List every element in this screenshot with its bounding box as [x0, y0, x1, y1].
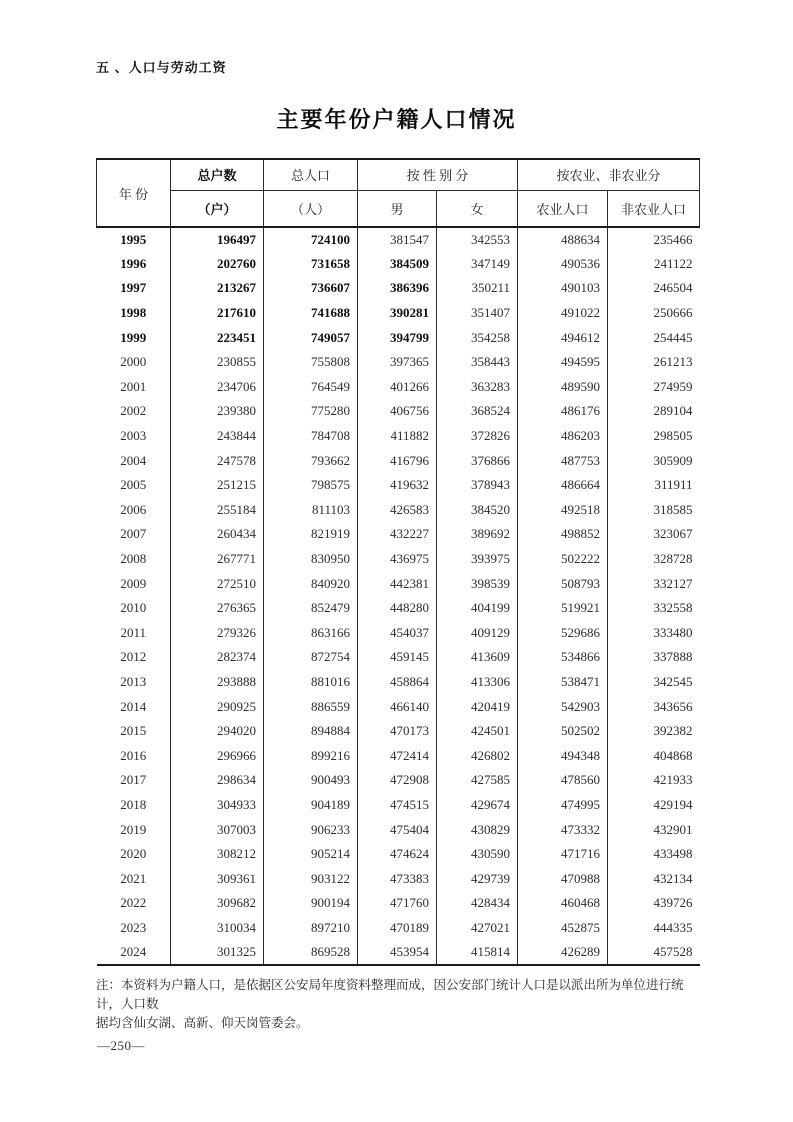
value-cell: 305909 — [608, 448, 700, 473]
value-cell: 474995 — [518, 793, 608, 818]
table-row — [97, 916, 700, 941]
table-row — [97, 498, 700, 523]
table-row — [97, 645, 700, 670]
value-cell: 448280 — [358, 596, 437, 621]
value-cell: 289104 — [608, 399, 700, 424]
value-cell: 470988 — [518, 866, 608, 891]
value-cell: 904189 — [264, 793, 358, 818]
col-female: 女 — [437, 190, 518, 227]
value-cell: 502502 — [518, 719, 608, 744]
year-cell: 2012 — [120, 649, 147, 665]
value-cell: 429194 — [608, 793, 700, 818]
value-cell: 775280 — [264, 399, 358, 424]
footnote — [96, 976, 706, 1033]
value-cell: 296966 — [171, 743, 264, 768]
value-cell: 903122 — [264, 866, 358, 891]
value-cell: 351407 — [437, 301, 518, 326]
value-cell: 251215 — [171, 473, 264, 498]
value-cell: 529686 — [518, 621, 608, 646]
year-cell: 1996 — [120, 255, 147, 271]
value-cell: 386396 — [358, 276, 437, 301]
value-cell: 900493 — [264, 768, 358, 793]
col-group-agri: 按农业、非农业分 — [518, 159, 700, 190]
value-cell: 342553 — [437, 227, 518, 252]
value-cell: 290925 — [171, 694, 264, 719]
value-cell: 906233 — [264, 817, 358, 842]
value-cell: 432227 — [358, 522, 437, 547]
value-cell: 426583 — [358, 498, 437, 523]
value-cell: 454037 — [358, 621, 437, 646]
col-population: 总人口 — [264, 159, 358, 190]
table-row — [97, 866, 700, 891]
col-group-gender: 按 性 别 分 — [358, 159, 518, 190]
value-cell: 247578 — [171, 448, 264, 473]
value-cell: 426289 — [518, 940, 608, 965]
value-cell: 304933 — [171, 793, 264, 818]
value-cell: 852479 — [264, 596, 358, 621]
value-cell: 429674 — [437, 793, 518, 818]
value-cell: 472908 — [358, 768, 437, 793]
value-cell: 243844 — [171, 424, 264, 449]
value-cell: 478560 — [518, 768, 608, 793]
value-cell: 869528 — [264, 940, 358, 965]
value-cell: 471760 — [358, 891, 437, 916]
col-male: 男 — [358, 190, 437, 227]
value-cell: 246504 — [608, 276, 700, 301]
year-cell: 2008 — [120, 551, 147, 567]
value-cell: 235466 — [608, 227, 700, 252]
value-cell: 398539 — [437, 571, 518, 596]
value-cell: 308212 — [171, 842, 264, 867]
table-row — [97, 596, 700, 621]
value-cell: 309361 — [171, 866, 264, 891]
value-cell: 538471 — [518, 670, 608, 695]
year-cell: 2002 — [120, 403, 147, 419]
year-cell: 2001 — [120, 378, 147, 394]
table-row — [97, 743, 700, 768]
value-cell: 342545 — [608, 670, 700, 695]
col-year: 年 份 — [97, 159, 171, 227]
value-cell: 433498 — [608, 842, 700, 867]
year-cell: 2020 — [120, 846, 147, 862]
value-cell: 459145 — [358, 645, 437, 670]
value-cell: 310034 — [171, 916, 264, 941]
value-cell: 460468 — [518, 891, 608, 916]
table-row — [97, 473, 700, 498]
year-cell: 2013 — [120, 673, 147, 689]
year-cell: 1999 — [120, 329, 147, 345]
value-cell: 430590 — [437, 842, 518, 867]
table-row — [97, 891, 700, 916]
col-households-unit: （户） — [171, 190, 264, 227]
value-cell: 466140 — [358, 694, 437, 719]
value-cell: 442381 — [358, 571, 437, 596]
value-cell: 494612 — [518, 325, 608, 350]
col-non-agri-pop: 非农业人口 — [608, 190, 700, 227]
value-cell: 470189 — [358, 916, 437, 941]
col-population-unit: （人） — [264, 190, 358, 227]
value-cell: 223451 — [171, 325, 264, 350]
value-cell: 430829 — [437, 817, 518, 842]
table-row — [97, 571, 700, 596]
year-cell: 2017 — [120, 772, 147, 788]
year-cell: 2010 — [120, 600, 147, 616]
value-cell: 358443 — [437, 350, 518, 375]
value-cell: 426802 — [437, 743, 518, 768]
value-cell: 293888 — [171, 670, 264, 695]
value-cell: 899216 — [264, 743, 358, 768]
value-cell: 472414 — [358, 743, 437, 768]
value-cell: 427585 — [437, 768, 518, 793]
value-cell: 488634 — [518, 227, 608, 252]
value-cell: 894884 — [264, 719, 358, 744]
table-row — [97, 375, 700, 400]
value-cell: 741688 — [264, 301, 358, 326]
value-cell: 900194 — [264, 891, 358, 916]
value-cell: 409129 — [437, 621, 518, 646]
value-cell: 424501 — [437, 719, 518, 744]
table-row — [97, 424, 700, 449]
value-cell: 413306 — [437, 670, 518, 695]
value-cell: 384509 — [358, 252, 437, 277]
value-cell: 432134 — [608, 866, 700, 891]
year-cell: 1995 — [120, 231, 147, 247]
table-row — [97, 547, 700, 572]
value-cell: 519921 — [518, 596, 608, 621]
value-cell: 811103 — [264, 498, 358, 523]
value-cell: 886559 — [264, 694, 358, 719]
value-cell: 250666 — [608, 301, 700, 326]
value-cell: 474624 — [358, 842, 437, 867]
value-cell: 389692 — [437, 522, 518, 547]
value-cell: 354258 — [437, 325, 518, 350]
value-cell: 490103 — [518, 276, 608, 301]
value-cell: 490536 — [518, 252, 608, 277]
value-cell: 401266 — [358, 375, 437, 400]
year-cell: 2016 — [120, 747, 147, 763]
value-cell: 474515 — [358, 793, 437, 818]
value-cell: 830950 — [264, 547, 358, 572]
value-cell: 458864 — [358, 670, 437, 695]
value-cell: 307003 — [171, 817, 264, 842]
value-cell: 439726 — [608, 891, 700, 916]
year-cell: 2006 — [120, 501, 147, 517]
chapter-heading: 五 、人口与劳动工资 — [96, 60, 227, 75]
value-cell: 406756 — [358, 399, 437, 424]
value-cell: 457528 — [608, 940, 700, 965]
value-cell: 333480 — [608, 621, 700, 646]
table-row — [97, 276, 700, 301]
value-cell: 363283 — [437, 375, 518, 400]
value-cell: 798575 — [264, 473, 358, 498]
table-row — [97, 940, 700, 965]
value-cell: 492518 — [518, 498, 608, 523]
value-cell: 486664 — [518, 473, 608, 498]
value-cell: 272510 — [171, 571, 264, 596]
value-cell: 309682 — [171, 891, 264, 916]
table-row — [97, 621, 700, 646]
value-cell: 486176 — [518, 399, 608, 424]
table-row — [97, 768, 700, 793]
value-cell: 897210 — [264, 916, 358, 941]
value-cell: 429739 — [437, 866, 518, 891]
value-cell: 392382 — [608, 719, 700, 744]
value-cell: 337888 — [608, 645, 700, 670]
year-cell: 2009 — [120, 575, 147, 591]
value-cell: 301325 — [171, 940, 264, 965]
year-cell: 2011 — [120, 624, 147, 640]
value-cell: 332558 — [608, 596, 700, 621]
value-cell: 404199 — [437, 596, 518, 621]
value-cell: 323067 — [608, 522, 700, 547]
value-cell: 432901 — [608, 817, 700, 842]
value-cell: 905214 — [264, 842, 358, 867]
value-cell: 347149 — [437, 252, 518, 277]
table-row — [97, 350, 700, 375]
value-cell: 534866 — [518, 645, 608, 670]
table-row — [97, 301, 700, 326]
value-cell: 415814 — [437, 940, 518, 965]
year-cell: 2005 — [120, 477, 147, 493]
value-cell: 239380 — [171, 399, 264, 424]
year-cell: 2022 — [120, 895, 147, 911]
population-table — [96, 158, 700, 966]
year-cell: 2018 — [120, 796, 147, 812]
year-cell: 2014 — [120, 698, 147, 714]
value-cell: 494595 — [518, 350, 608, 375]
value-cell: 427021 — [437, 916, 518, 941]
value-cell: 420419 — [437, 694, 518, 719]
value-cell: 282374 — [171, 645, 264, 670]
value-cell: 444335 — [608, 916, 700, 941]
page-title: 主要年份户籍人口情况 — [276, 107, 517, 132]
value-cell: 863166 — [264, 621, 358, 646]
value-cell: 764549 — [264, 375, 358, 400]
year-cell: 2003 — [120, 428, 147, 444]
value-cell: 486203 — [518, 424, 608, 449]
value-cell: 491022 — [518, 301, 608, 326]
value-cell: 274959 — [608, 375, 700, 400]
col-households: 总户数 — [171, 159, 264, 190]
value-cell: 384520 — [437, 498, 518, 523]
table-row — [97, 522, 700, 547]
table-row — [97, 719, 700, 744]
value-cell: 411882 — [358, 424, 437, 449]
value-cell: 731658 — [264, 252, 358, 277]
year-cell: 1997 — [120, 280, 147, 296]
value-cell: 508793 — [518, 571, 608, 596]
value-cell: 502222 — [518, 547, 608, 572]
value-cell: 332127 — [608, 571, 700, 596]
value-cell: 421933 — [608, 768, 700, 793]
value-cell: 784708 — [264, 424, 358, 449]
value-cell: 542903 — [518, 694, 608, 719]
value-cell: 749057 — [264, 325, 358, 350]
value-cell: 393975 — [437, 547, 518, 572]
value-cell: 276365 — [171, 596, 264, 621]
value-cell: 196497 — [171, 227, 264, 252]
value-cell: 453954 — [358, 940, 437, 965]
value-cell: 473332 — [518, 817, 608, 842]
value-cell: 881016 — [264, 670, 358, 695]
value-cell: 202760 — [171, 252, 264, 277]
value-cell: 436975 — [358, 547, 437, 572]
value-cell: 241122 — [608, 252, 700, 277]
year-cell: 2021 — [120, 870, 147, 886]
value-cell: 234706 — [171, 375, 264, 400]
value-cell: 473383 — [358, 866, 437, 891]
value-cell: 213267 — [171, 276, 264, 301]
value-cell: 755808 — [264, 350, 358, 375]
value-cell: 397365 — [358, 350, 437, 375]
value-cell: 311911 — [608, 473, 700, 498]
table-body — [97, 227, 700, 965]
value-cell: 736607 — [264, 276, 358, 301]
value-cell: 419632 — [358, 473, 437, 498]
value-cell: 821919 — [264, 522, 358, 547]
value-cell: 470173 — [358, 719, 437, 744]
value-cell: 381547 — [358, 227, 437, 252]
table-header — [97, 159, 700, 227]
value-cell: 230855 — [171, 350, 264, 375]
col-agri-pop: 农业人口 — [518, 190, 608, 227]
value-cell: 404868 — [608, 743, 700, 768]
value-cell: 328728 — [608, 547, 700, 572]
value-cell: 294020 — [171, 719, 264, 744]
year-cell: 2000 — [120, 354, 147, 370]
footnote-line-2: 据均含仙女湖、高新、仰天岗管委会。 — [96, 1016, 309, 1030]
value-cell: 255184 — [171, 498, 264, 523]
year-cell: 2004 — [120, 452, 147, 468]
value-cell: 267771 — [171, 547, 264, 572]
table-row — [97, 817, 700, 842]
page-number: —250— — [97, 1038, 145, 1053]
year-cell: 2023 — [120, 919, 147, 935]
value-cell: 378943 — [437, 473, 518, 498]
value-cell: 343656 — [608, 694, 700, 719]
year-cell: 1998 — [120, 305, 147, 321]
table-row — [97, 252, 700, 277]
table-row — [97, 793, 700, 818]
value-cell: 840920 — [264, 571, 358, 596]
year-cell: 2015 — [120, 723, 147, 739]
value-cell: 279326 — [171, 621, 264, 646]
value-cell: 872754 — [264, 645, 358, 670]
value-cell: 372826 — [437, 424, 518, 449]
year-cell: 2024 — [120, 944, 147, 960]
table-row — [97, 227, 700, 252]
value-cell: 368524 — [437, 399, 518, 424]
value-cell: 475404 — [358, 817, 437, 842]
value-cell: 376866 — [437, 448, 518, 473]
value-cell: 394799 — [358, 325, 437, 350]
table-row — [97, 842, 700, 867]
value-cell: 413609 — [437, 645, 518, 670]
value-cell: 416796 — [358, 448, 437, 473]
year-cell: 2007 — [120, 526, 147, 542]
value-cell: 471716 — [518, 842, 608, 867]
value-cell: 318585 — [608, 498, 700, 523]
value-cell: 390281 — [358, 301, 437, 326]
footnote-line-1: 注：本资料为户籍人口，是依据区公安局年度资料整理而成，因公安部门统计人口是以派出所为单位进行统计，人口数 — [96, 978, 684, 1011]
value-cell: 428434 — [437, 891, 518, 916]
table-row — [97, 448, 700, 473]
table-row — [97, 694, 700, 719]
value-cell: 487753 — [518, 448, 608, 473]
value-cell: 261213 — [608, 350, 700, 375]
table-row — [97, 399, 700, 424]
value-cell: 498852 — [518, 522, 608, 547]
value-cell: 793662 — [264, 448, 358, 473]
value-cell: 254445 — [608, 325, 700, 350]
value-cell: 298505 — [608, 424, 700, 449]
value-cell: 217610 — [171, 301, 264, 326]
table-row — [97, 670, 700, 695]
value-cell: 724100 — [264, 227, 358, 252]
value-cell: 452875 — [518, 916, 608, 941]
value-cell: 298634 — [171, 768, 264, 793]
table-row — [97, 325, 700, 350]
value-cell: 350211 — [437, 276, 518, 301]
value-cell: 489590 — [518, 375, 608, 400]
year-cell: 2019 — [120, 821, 147, 837]
value-cell: 260434 — [171, 522, 264, 547]
value-cell: 494348 — [518, 743, 608, 768]
